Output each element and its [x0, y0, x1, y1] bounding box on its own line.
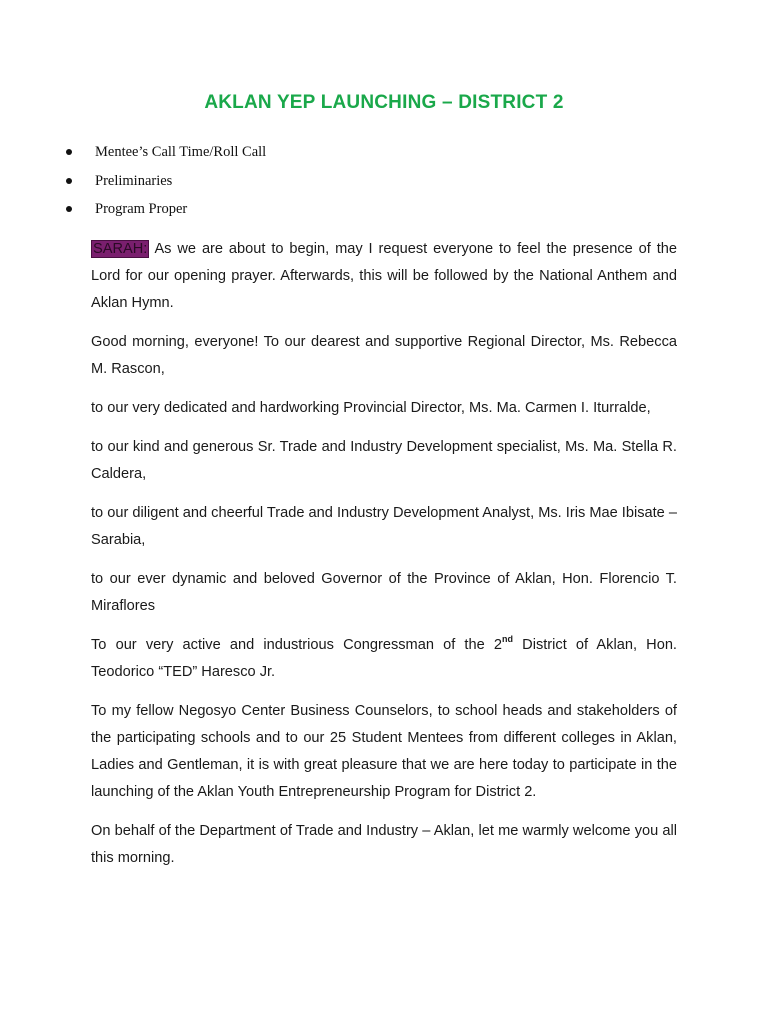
paragraph-opening	[91, 236, 677, 317]
paragraph-text: District of Aklan, Hon. Teodorico “TED” Haresco Jr.	[91, 637, 677, 680]
agenda-item-label: Mentee’s Call Time/Roll Call	[95, 144, 267, 160]
agenda-list	[62, 142, 266, 228]
speaker-label: SARAH:	[93, 241, 148, 257]
document-title: AKLAN YEP LAUNCHING – DISTRICT 2	[204, 92, 564, 113]
paragraph-specialist: to our kind and generous Sr. Trade and Industry Development specialist, Ms. Ma. Stella R. Caldera,	[91, 439, 677, 482]
agenda-item-label: Preliminaries	[95, 172, 173, 189]
paragraph-analyst: to our diligent and cheerful Trade and Industry Development Analyst, Ms. Iris Mae Ibisate – Sarabia,	[91, 505, 677, 548]
paragraph-greeting: Good morning, everyone! To our dearest and supportive Regional Director, Ms. Rebecca M. Rascon,	[91, 334, 677, 377]
ordinal-suffix: nd	[502, 634, 513, 645]
paragraph-counselors: To my fellow Negosyo Center Business Counselors, to school heads and stakeholders of the participating schools and to our 25 Student Mentees from different colleges in Aklan, Ladies and Gentleman, it is with great pleasure that we are here today to participate in the launching of the Aklan Youth Entrepreneurship Program for District 2.	[91, 703, 677, 800]
paragraph-text: To our very active and industrious Congressman of the 2	[91, 637, 502, 653]
paragraph-text: As we are about to begin, may I request everyone to feel the presence of the Lord for our opening prayer. Afterwards, this will be followed by the National Anthem and Aklan Hymn.	[91, 241, 678, 311]
bullet-icon	[66, 206, 72, 212]
paragraph-provincial-director: to our very dedicated and hardworking Provincial Director, Ms. Ma. Carmen I. Iturralde,	[91, 400, 651, 416]
bullet-icon	[66, 178, 72, 184]
list-item	[62, 171, 266, 200]
paragraph-congressman	[91, 632, 677, 686]
paragraph-welcome: On behalf of the Department of Trade and Industry – Aklan, let me warmly welcome you all this morning.	[91, 823, 677, 866]
bullet-icon	[66, 149, 72, 155]
agenda-item-label: Program Proper	[95, 201, 188, 217]
list-item	[62, 199, 266, 228]
list-item	[62, 142, 266, 171]
paragraph-governor: to our ever dynamic and beloved Governor of the Province of Aklan, Hon. Florencio T. Miraflores	[91, 571, 677, 614]
script-body	[91, 236, 677, 884]
